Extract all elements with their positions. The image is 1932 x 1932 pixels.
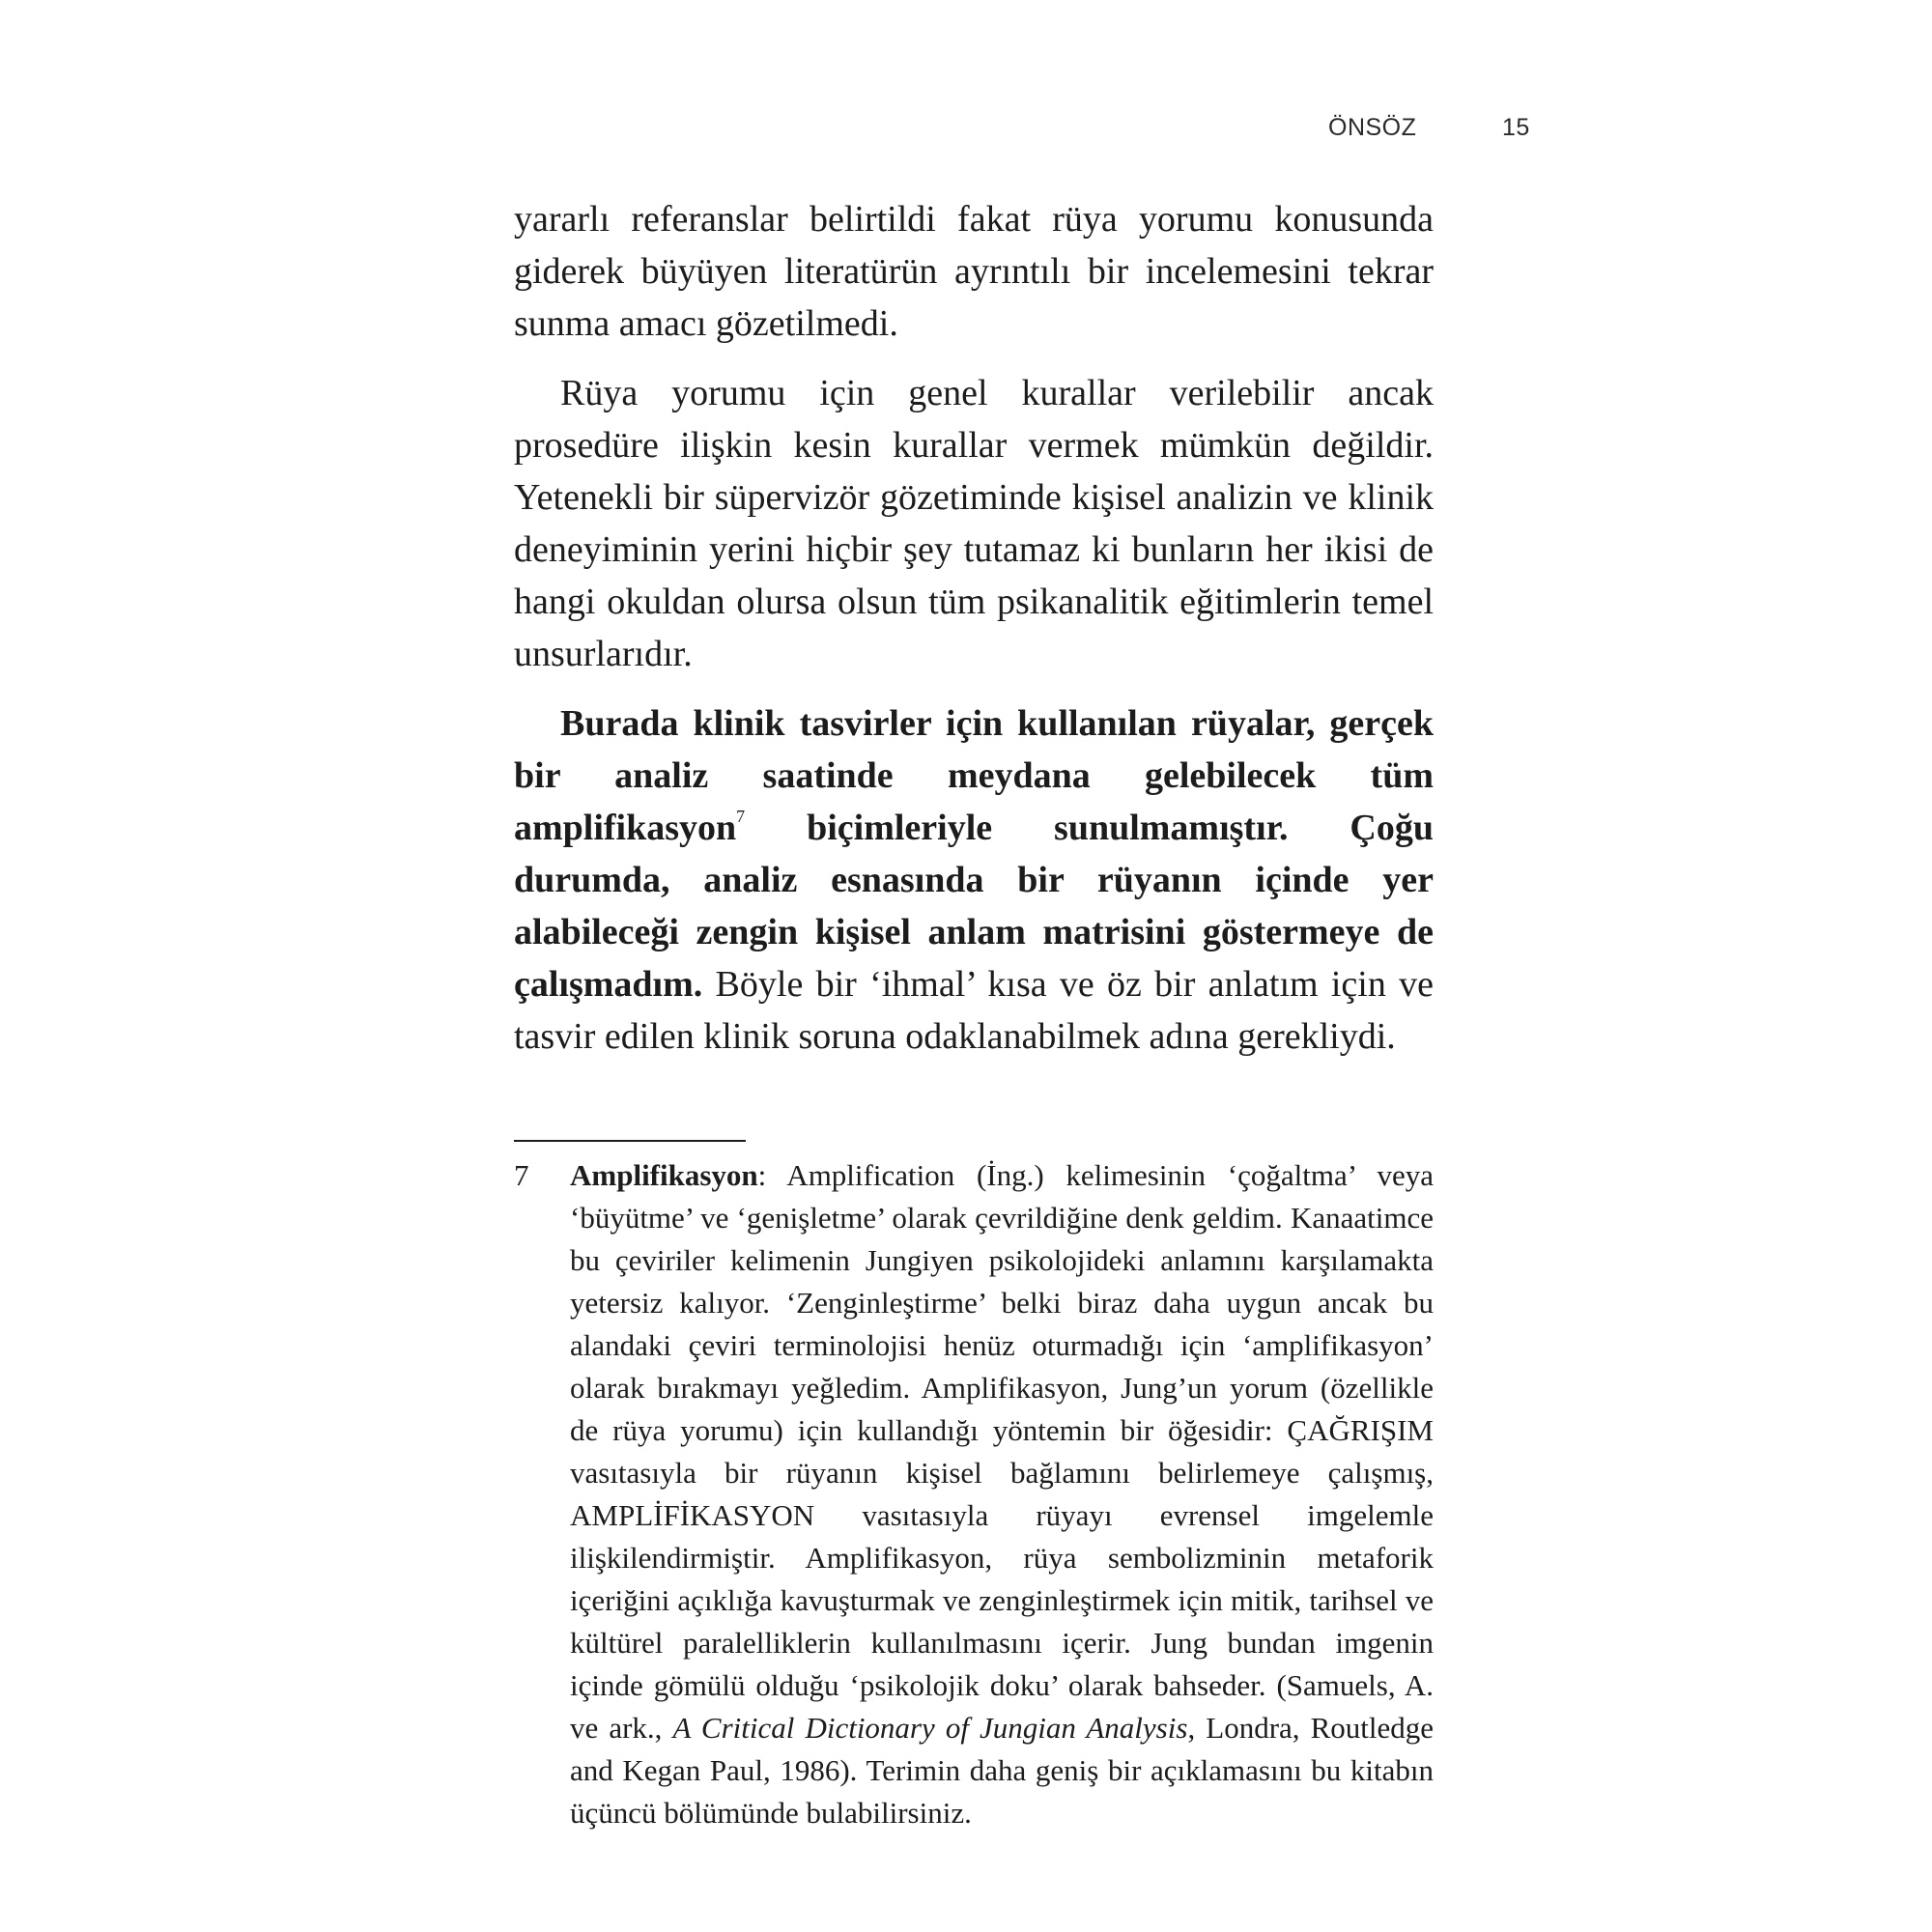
page-number: 15 [1502, 114, 1530, 141]
paragraph-2: Rüya yorumu için genel kurallar verilebilir ancak prosedüre ilişkin kesin kurallar vermek mümkün değildir. Yetenekli bir süpervizör gözetiminde kişisel analizin ve klinik deneyiminin yerini hiçbir şey tutamaz ki bunların her ikisi de hangi okuldan olursa olsun tüm psikanalitik eğitimlerin temel unsurlarıdır. [514, 373, 1434, 674]
footnote-number: 7 [514, 1158, 529, 1192]
paragraph-3-bold-end: biçimleriyle sunulmamıştır. Çoğu durumda, analiz esnasında bir rüyanın içinde yer alabileceği zengin kişisel anlam matrisini göstermeye de çalışmadım. [514, 808, 1434, 1005]
footnote-book-title: A Critical Dictionary of Jungian Analysis [672, 1711, 1188, 1745]
paragraph-3-rest: Böyle bir ‘ihmal’ kısa ve öz bir anlatım için ve tasvir edilen klinik soruna odaklanabilmek adına gerekliydi. [514, 964, 1434, 1057]
main-text [514, 193, 1434, 1080]
footnote-text-a: : Amplification (İng.) kelimesinin ‘çoğaltma’ veya ‘büyütme’ ve ‘genişletme’ olarak çevrildiğine denk geldim. Kanaatimce bu çeviriler kelimenin Jungiyen psikolojideki anlamını karşılamakta yetersiz kalıyor. ‘Zenginleştirme’ belki biraz daha uygun ancak bu alandaki çeviri terminolojisi henüz oturmadığı için ‘amplifikasyon’ olarak bırakmayı yeğledim. Amplifikasyon, Jung’un yorum (özellikle de rüya yorumu) için kullandığı yöntemin bir öğesidir: ÇAĞRIŞIM vasıtasıyla bir rüyanın kişisel bağlamını belirlemeye çalışmış, AMPLİFİKASYON vasıtasıyla rüyayı evrensel imgelemle ilişkilendirmiştir. Amplifikasyon, rüya sembolizminin metaforik içeriğini açıklığa kavuşturmak ve zenginleştirmek için mitik, tarihsel ve kültürel paralelliklerin kullanılmasını içerir. Jung bundan imgenin içinde gömülü olduğu ‘psikolojik doku’ olarak bahseder. (Samuels, A. ve ark., [570, 1158, 1434, 1745]
footnote [514, 1154, 1434, 1834]
paragraph-3 [514, 697, 1434, 1063]
footnote-separator [514, 1140, 746, 1142]
footnote-term: Amplifikasyon [570, 1158, 758, 1192]
section-title: ÖNSÖZ [1328, 114, 1417, 141]
running-header [1256, 114, 1608, 153]
footnote-body [570, 1154, 1434, 1834]
footnote-reference[interactable]: 7 [736, 807, 746, 826]
paragraph-1: yararlı referanslar belirtildi fakat rüya yorumu konusunda giderek büyüyen literatürün ayrıntılı bir incelemesini tekrar sunma amacı gözetilmedi. [514, 199, 1434, 344]
paragraph-3-bold-start: Burada klinik tasvirler için kullanılan rüyalar, gerçek bir analiz saatinde meydana gelebilecek tüm amplifikasyon [514, 703, 1434, 848]
footnote-text-b: , Londra, Routledge and Kegan Paul, 1986). Terimin daha geniş bir açıklamasını bu kitabın üçüncü bölümünde bulabilirsiniz. [570, 1711, 1435, 1830]
